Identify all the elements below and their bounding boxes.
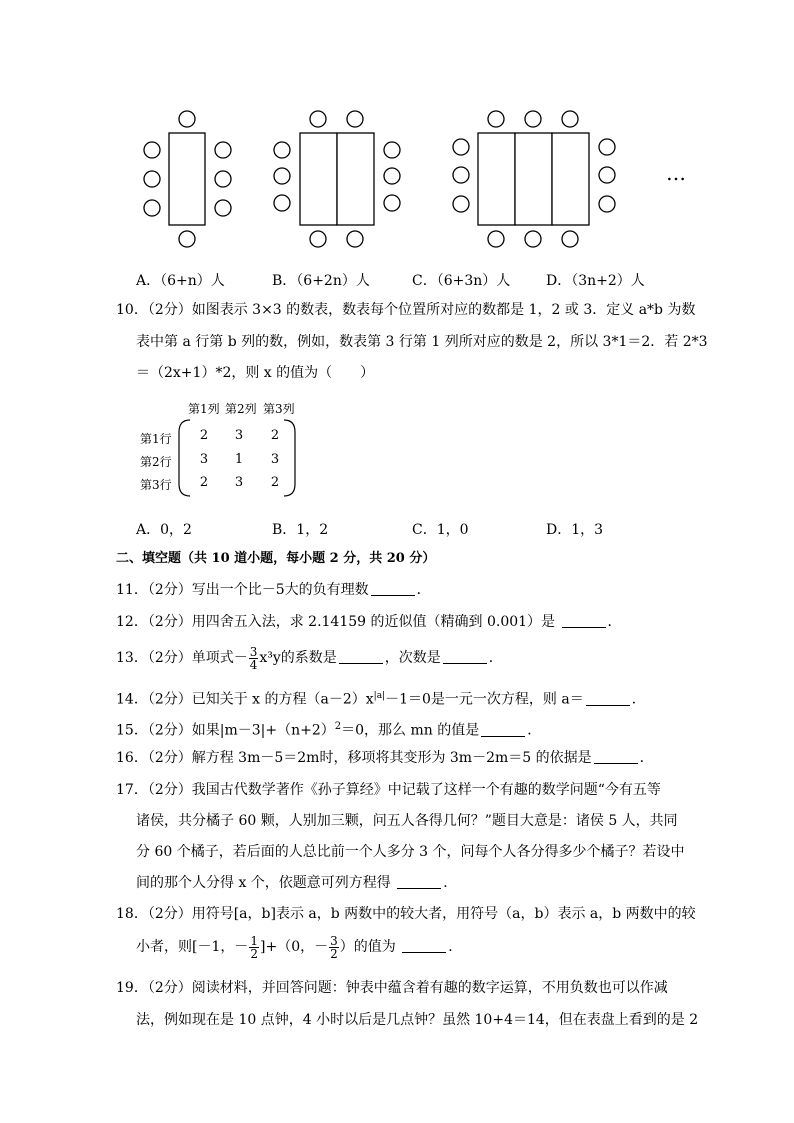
q18-line-2: 小者，则[－1，－ $\frac{1}{2}$ ]+（0，－ $\frac{3}{2}$ ）的值为 ． <box>136 933 463 961</box>
ellipsis: … <box>666 161 686 185</box>
fraction: $\frac{3}{4}$ <box>249 644 258 672</box>
chair <box>179 111 195 127</box>
q10-option-b[interactable]: B．1，2 <box>272 522 329 538</box>
chair <box>310 111 326 127</box>
answer-blank[interactable] <box>562 613 606 628</box>
fraction: $\frac{3}{2}$ <box>330 933 338 961</box>
chair <box>384 142 400 158</box>
q9-option-b[interactable]: B．（6+2n）人 <box>272 273 370 289</box>
q18-line-1: 18．（2分）用符号[a，b]表示 a，b 两数中的较大者，用符号（a，b）表示 a，b 两数中的较 <box>116 906 696 922</box>
chair <box>144 171 160 187</box>
chair <box>599 139 615 155</box>
col-header: 第1列 <box>188 402 220 416</box>
chair <box>144 142 160 158</box>
q17-line-1: 17．（2分）我国古代数学著作《孙子算经》中记载了这样一个有趣的数学问题“今有五等 <box>116 782 661 798</box>
col-header: 第3列 <box>263 402 295 416</box>
col-header: 第2列 <box>225 402 257 416</box>
q9-option-a[interactable]: A．（6+n）人 <box>136 273 225 289</box>
answer-blank[interactable] <box>443 649 487 664</box>
table-2b <box>337 133 374 225</box>
matrix-cell: 3 <box>270 452 280 467</box>
row-header: 第2行 <box>140 455 172 469</box>
table-3b <box>515 133 552 225</box>
table-1 <box>169 133 205 225</box>
chair <box>453 196 469 212</box>
chair <box>347 231 363 247</box>
chair <box>488 231 504 247</box>
matrix-cell: 2 <box>199 428 209 443</box>
chair <box>488 111 504 127</box>
chair <box>525 231 541 247</box>
matrix-cell: 3 <box>234 428 244 443</box>
q17-line-3: 分 60 个橘子，若后面的人总比前一个人多分 3 个，问每个人各分得多少个橘子？若设中 <box>136 844 685 860</box>
chair <box>384 195 400 211</box>
answer-blank[interactable] <box>402 938 446 953</box>
table-3c <box>552 133 589 225</box>
section-title: 二、填空题（共 10 道小题，每小题 2 分，共 20 分） <box>116 551 436 566</box>
matrix-cell: 2 <box>270 428 280 443</box>
answer-blank[interactable] <box>594 749 638 764</box>
answer-blank[interactable] <box>339 649 383 664</box>
q19-line-2: 法，例如现在是 10 点钟，4 小时以后是几点钟？虽然 10+4＝14，但在表盘上看到的是 2 <box>136 1012 699 1028</box>
q10-option-d[interactable]: D．1，3 <box>546 522 604 538</box>
chair <box>562 111 578 127</box>
answer-blank[interactable] <box>481 722 525 737</box>
chair <box>274 195 290 211</box>
q9-option-d[interactable]: D．（3n+2）人 <box>546 273 645 289</box>
chair <box>347 111 363 127</box>
q11: 11．（2分）写出一个比－5大的负有理数 ． <box>116 582 431 598</box>
q19-line-1: 19．（2分）阅读材料，并回答问题：钟表中蕴含着有趣的数字运算，不用负数也可以作减 <box>116 980 668 996</box>
matrix-cell: 3 <box>234 475 244 490</box>
answer-blank[interactable] <box>371 581 415 596</box>
q15: 15．（2分）如果$|m-3|+(n+2)^2=0$，那么 mn 的值是 ． <box>116 721 542 739</box>
matrix-cell: 3 <box>199 452 209 467</box>
table-3a <box>478 133 515 225</box>
row-header: 第3行 <box>140 478 172 492</box>
chair <box>384 168 400 184</box>
chair <box>525 111 541 127</box>
chair <box>144 200 160 216</box>
q14: 14．（2分）已知关于 x 的方程$(a-2)x^{|a|}-1=0$是一元一次方程，则 a＝ ． <box>116 691 646 708</box>
answer-blank[interactable] <box>586 691 630 706</box>
chair <box>274 142 290 158</box>
q17-line-4: 间的那个人分得 x 个，依题意可列方程得 ． <box>136 875 458 891</box>
chair <box>453 139 469 155</box>
chair <box>274 168 290 184</box>
chair <box>215 142 231 158</box>
chair <box>599 196 615 212</box>
matrix-cell: 1 <box>234 452 244 467</box>
q10-line-1: 10．（2分）如图表示 3×3 的数表，数表每个位置所对应的数都是 1，2 或 3．定义 a*b 为数 <box>116 302 696 318</box>
q12: 12．（2分）用四舍五入法，求 2.14159 的近似值（精确到 0.001）是 ． <box>116 614 622 630</box>
chair <box>215 171 231 187</box>
q10-line-3: ＝（2x+1）*2，则 x 的值为（ ） <box>136 365 375 381</box>
answer-blank[interactable] <box>397 874 441 889</box>
chair <box>562 231 578 247</box>
matrix-cell: 2 <box>270 475 280 490</box>
q10-option-a[interactable]: A．0，2 <box>136 522 192 538</box>
q10-line-2: 表中第 a 行第 b 列的数，例如，数表第 3 行第 1 列所对应的数是 2，所以 3*1＝2．若 2*3 <box>136 334 708 350</box>
chair <box>453 167 469 183</box>
chair <box>599 167 615 183</box>
row-header: 第1行 <box>140 432 172 446</box>
q17-line-2: 诸侯，共分橘子 60 颗，人别加三颗，问五人各得几何？”题目大意是：诸侯 5 人，共同 <box>136 813 678 829</box>
chair <box>310 231 326 247</box>
fraction: $\frac{1}{2}$ <box>250 933 259 961</box>
chair <box>215 200 231 216</box>
table-2a <box>300 133 337 225</box>
q10-option-c[interactable]: C．1，0 <box>412 522 469 538</box>
q16: 16．（2分）解方程 3m－5＝2m时，移项将其变形为 3m－2m＝5 的依据是 ． <box>116 750 654 766</box>
tables-figure <box>0 100 794 260</box>
q13: 13．（2分）单项式－ $\frac{3}{4}$ x³y的系数是 ，次数是 ． <box>116 644 503 672</box>
matrix-cell: 2 <box>199 475 209 490</box>
chair <box>179 231 195 247</box>
q9-option-c[interactable]: C．（6+3n）人 <box>412 273 511 289</box>
